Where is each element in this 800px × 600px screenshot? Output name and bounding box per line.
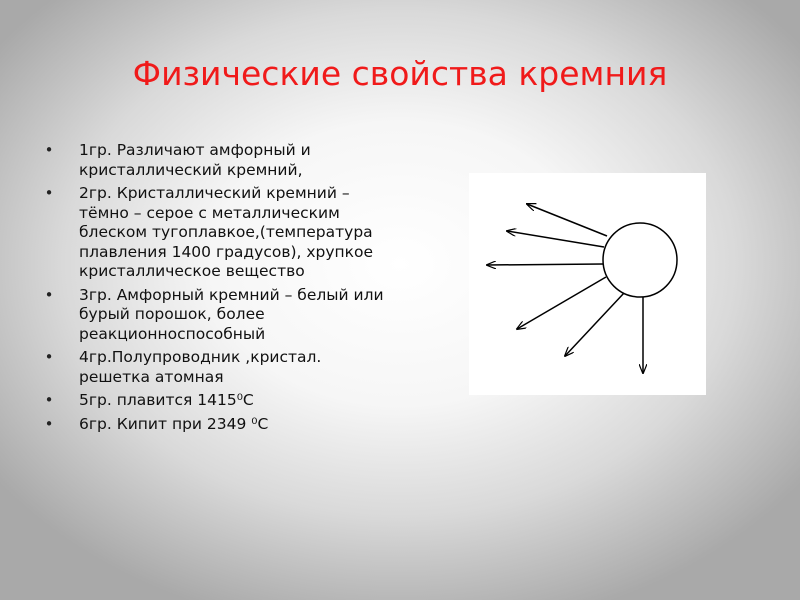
bullet-list: [44, 141, 394, 438]
bullet-text: 1гр. Различают амфорный и кристаллический кремний,: [79, 141, 311, 179]
bullet-text: 6гр. Кипит при 2349 ⁰С: [79, 414, 269, 433]
bullet-item: [44, 348, 394, 387]
arrow-line: [527, 204, 607, 236]
arrow-line: [507, 231, 604, 247]
bullet-item: [44, 184, 394, 282]
atom-diagram: [469, 173, 706, 395]
bullet-item: [44, 415, 394, 435]
bullet-text: 2гр. Кристаллический кремний – тёмно – серое с металлическим блеском тугоплавкое,(температура плавления 1400 градусов), хрупкое кристаллическое вещество: [79, 184, 374, 280]
radiating-arrows-icon: [469, 173, 706, 395]
bullet-marker: •: [44, 414, 54, 433]
bullet-marker: •: [44, 391, 54, 409]
bullet-marker: •: [44, 285, 54, 304]
bullet-item: [44, 391, 394, 411]
bullet-item: [44, 141, 394, 180]
slide-title: Физические свойства кремния: [132, 54, 668, 93]
bullet-marker: •: [44, 348, 54, 366]
arrow-line: [517, 277, 606, 329]
bullet-text: 4гр.Полупроводник ,кристал. решетка атомная: [79, 348, 322, 386]
bullet-text: 3гр. Амфорный кремний – белый или бурый порошок, более реакционноспособный: [79, 285, 384, 343]
bullet-marker: •: [44, 141, 54, 159]
bullet-item: [44, 286, 394, 345]
center-circle: [603, 223, 677, 297]
arrow-line: [565, 293, 624, 356]
bullet-marker: •: [44, 184, 54, 202]
bullet-text: 5гр. плавится 1415⁰С: [79, 391, 254, 409]
arrow-line: [487, 264, 603, 265]
